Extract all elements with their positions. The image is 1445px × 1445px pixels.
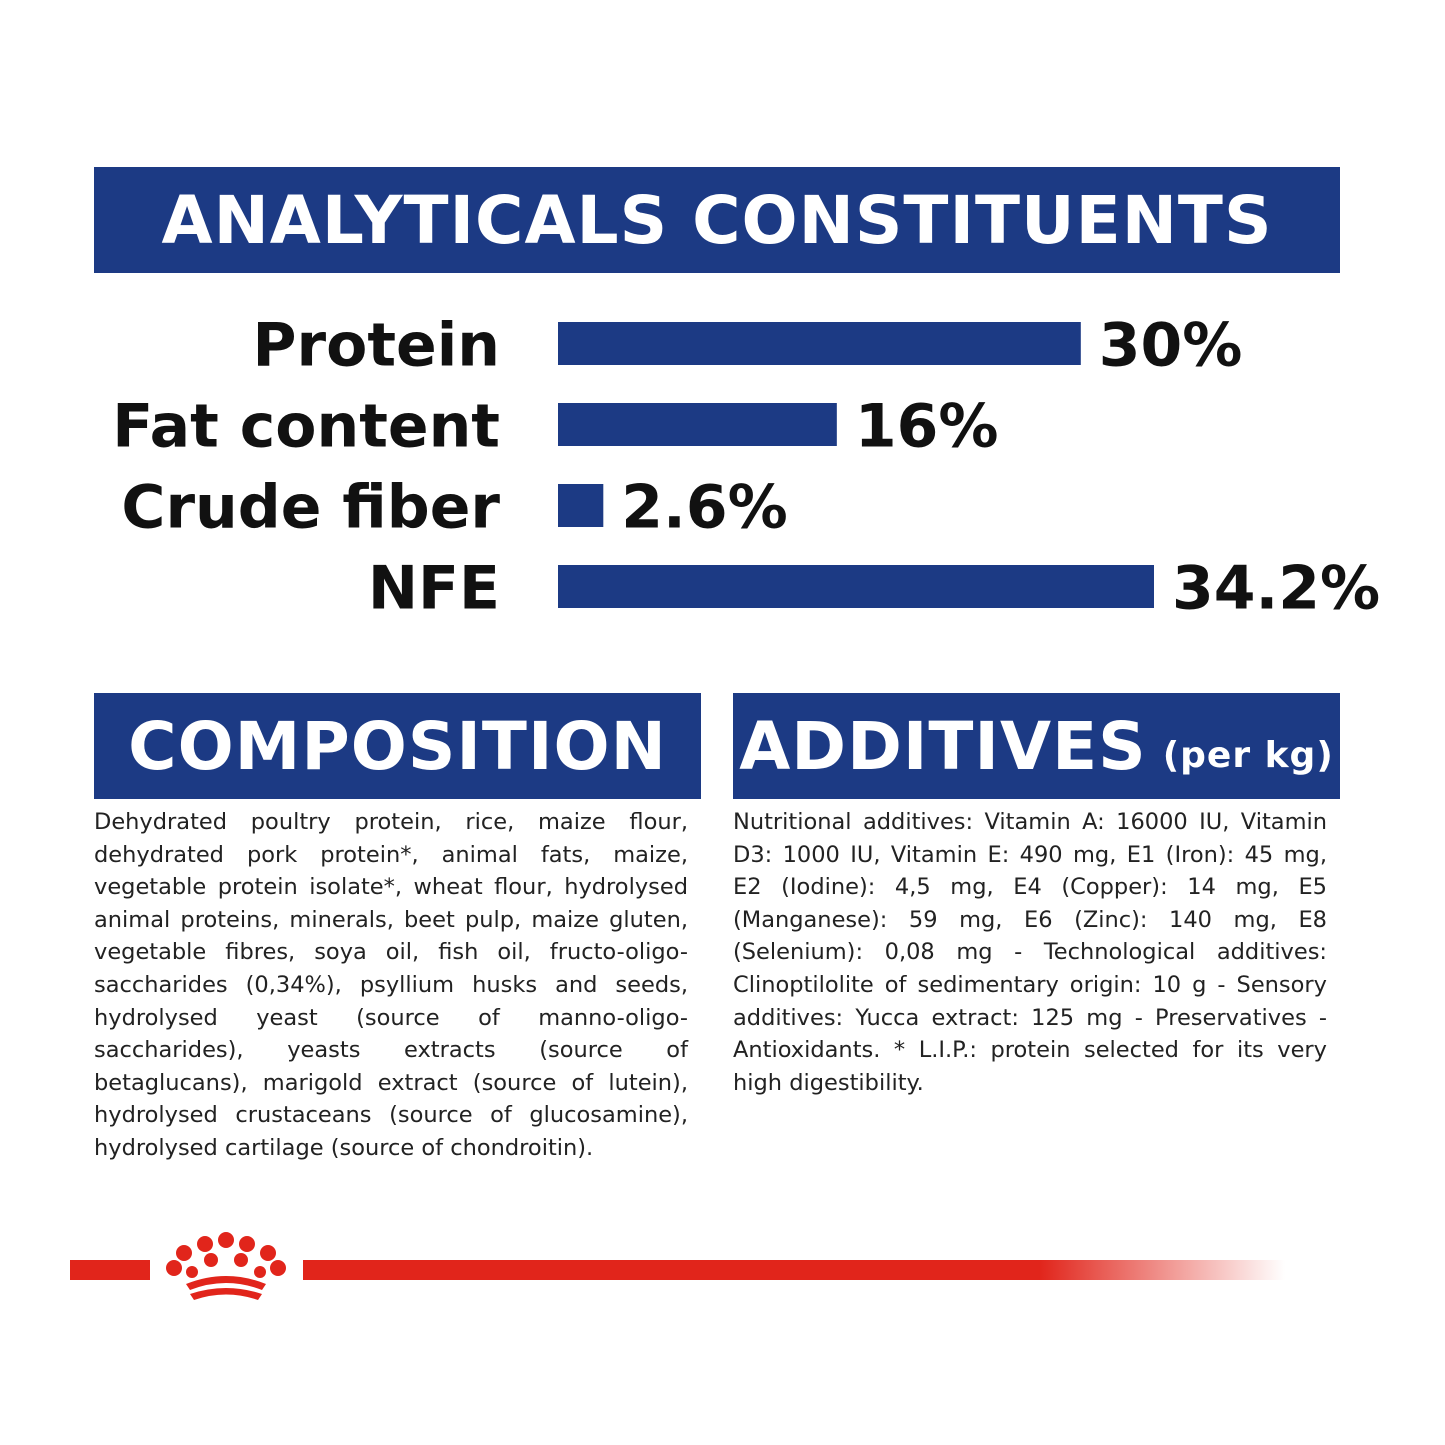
additives-title: ADDITIVES	[739, 707, 1147, 785]
analytical-constituents-title: ANALYTICALS CONSTITUENTS	[161, 181, 1273, 259]
bar-1	[558, 403, 837, 446]
composition-header	[94, 693, 701, 799]
value-label-1: 16%	[854, 391, 999, 462]
bar-0	[558, 322, 1081, 365]
category-label-3: NFE	[367, 553, 500, 624]
category-label-0: Protein	[252, 310, 500, 381]
value-label-0: 30%	[1098, 310, 1243, 381]
analytical-constituents-chart	[0, 300, 1445, 630]
additives-header	[733, 693, 1340, 799]
additives-unit: (per kg)	[1162, 734, 1334, 776]
additives-text: Nutritional additives: Vitamin A: 16000 IU, Vitamin D3: 1000 IU, Vitamin E: 490 mg, E1 (Iron): 45 mg, E2 (Iodine): 4,5 mg, E4 (Copper): 14 mg, E5 (Manganese): 59 mg, E6 (Zinc): 140 mg, E8 (Selenium): 0,08 mg - Technological additives: Clinoptilolite of sedimentary origin: 10 g - Sensory additives: Yucca extract: 125 mg - Preservatives - Antioxidants. * L.I.P.: protein selected for its very high digestibility.	[733, 809, 1327, 1096]
value-label-2: 2.6%	[621, 472, 788, 543]
chart-category-labels	[112, 311, 500, 624]
analytical-constituents-header	[94, 167, 1340, 273]
royal-crown-icon	[166, 1232, 286, 1300]
category-label-1: Fat content	[112, 391, 500, 462]
composition-title: COMPOSITION	[128, 707, 667, 785]
value-label-3: 34.2%	[1172, 553, 1381, 624]
brand-footer	[70, 1228, 1285, 1310]
composition-text: Dehydrated poultry protein, rice, maize flour, dehydrated pork protein*, animal fats, maize, vegetable protein isolate*, wheat flour, hydrolysed animal proteins, minerals, beet pulp, maize gluten, vegetable fibres, soya oil, fish oil, fructo-oligo-saccharides (0,34%), psyllium husks and seeds, hydrolysed yeast (source of manno-oligo-saccharides), yeasts extracts (source of betaglucans), marigold extract (source of lutein), hydrolysed crustaceans (source of glucosamine), hydrolysed cartilage (source of chondroitin).	[94, 809, 688, 1161]
footer-line-left	[70, 1260, 150, 1280]
bar-2	[558, 484, 603, 527]
chart-bars	[558, 322, 1154, 608]
category-label-2: Crude fiber	[121, 472, 500, 543]
bar-3	[558, 565, 1154, 608]
footer-line-right	[303, 1260, 1285, 1280]
